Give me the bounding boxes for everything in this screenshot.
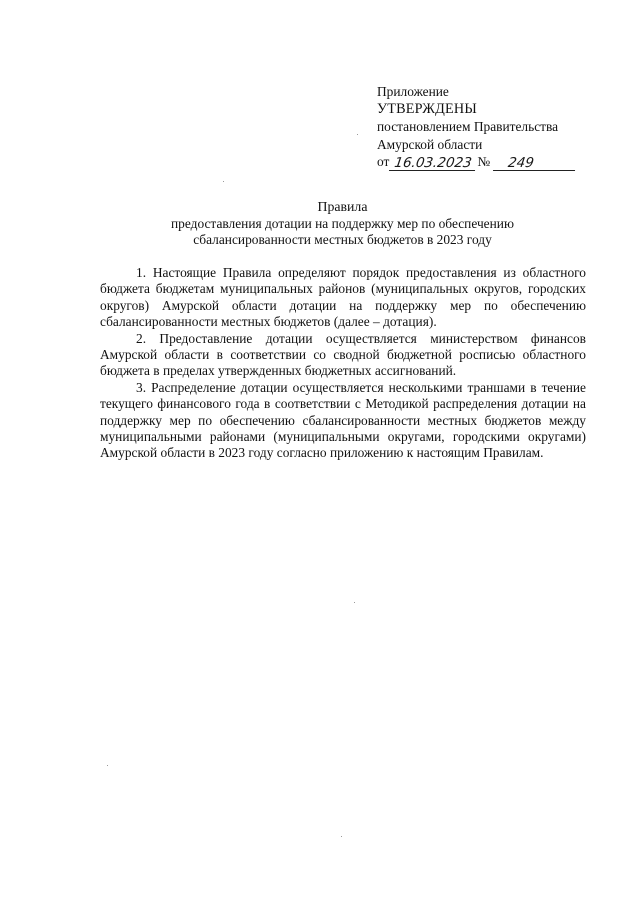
decree-label: постановлением Правительства bbox=[377, 119, 559, 135]
scan-speck bbox=[354, 602, 355, 603]
decree-date-number bbox=[377, 153, 597, 171]
region-label: Амурской области bbox=[377, 136, 483, 152]
handwritten-number: 249 bbox=[493, 156, 577, 171]
title-line-2: сбалансированности местных бюджетов в 2023 году bbox=[193, 232, 492, 247]
number-label: № bbox=[477, 154, 491, 170]
from-label: от bbox=[377, 154, 390, 170]
scan-speck bbox=[341, 836, 342, 837]
title-line-1: предоставления дотации на поддержку мер по обеспечению bbox=[171, 215, 514, 231]
appendix-label: Приложение bbox=[377, 84, 449, 99]
approval-block bbox=[377, 83, 597, 171]
title-heading: Правила bbox=[317, 199, 368, 214]
document-body bbox=[100, 265, 586, 462]
scan-speck bbox=[223, 181, 224, 182]
handwritten-date: 16.03.2023 bbox=[389, 156, 477, 171]
document-title bbox=[100, 199, 585, 249]
paragraph-2: 2. Предоставление дотации осуществляется министерством финансов Амурской области в соответствии со сводной бюджетной росписью областного бюджета в пределах утвержденных бюджетных ассигнований. bbox=[100, 330, 586, 379]
scan-speck bbox=[357, 134, 358, 135]
paragraph-1: 1. Настоящие Правила определяют порядок предоставления из областного бюджета бюджетам муниципальных районов (муниципальных округов, городских округов) Амурской области дотации на поддержку мер по обеспечению сбалансированности местных бюджетов (далее – дотация). bbox=[100, 265, 586, 330]
scan-speck bbox=[107, 765, 108, 766]
paragraph-3: 3. Распределение дотации осуществляется несколькими траншами в течение текущего финансового года в соответствии с Методикой распределения дотации на поддержку мер по обеспечению сбалансированности местных бюджетов между муниципальными районами (муниципальными округами, городскими округами) Амурской области в 2023 году согласно приложению к настоящим Правилам. bbox=[100, 379, 586, 461]
approved-label: УТВЕРЖДЕНЫ bbox=[377, 100, 477, 117]
